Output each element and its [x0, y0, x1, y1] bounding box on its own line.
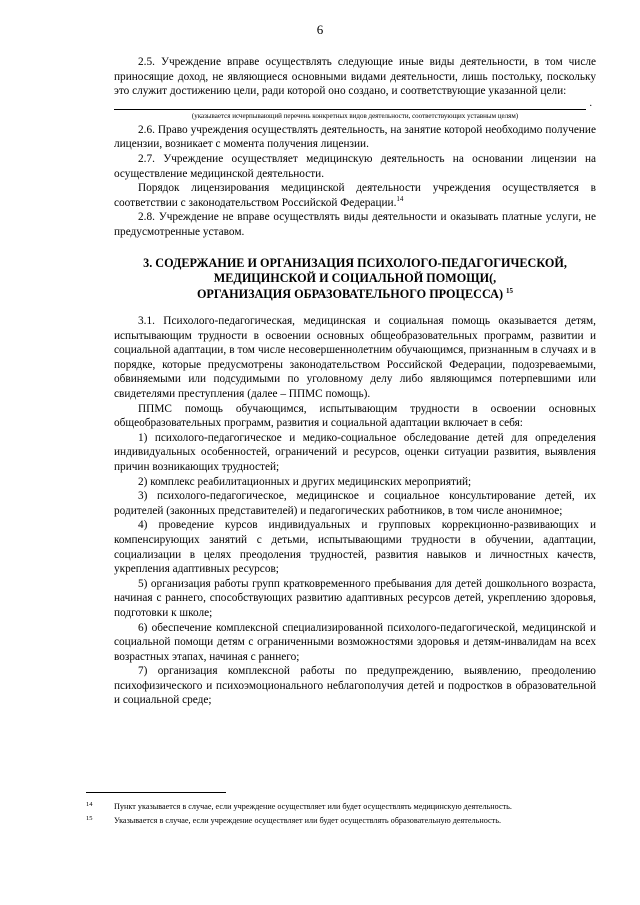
- list-item-4: 4) проведение курсов индивидуальных и групповых коррекционно-развивающих и компенсирующих занятий с детьми, испытывающими трудности в обучении, адаптации, социализации в целях преодоления трудностей, развития навыков и личностных качеств, укрепления адаптивных ресурсов;: [114, 519, 596, 576]
- paragraph-2-7: 2.7. Учреждение осуществляет медицинскую деятельность на основании лицензии на осуществление медицинской деятельности.: [114, 152, 596, 180]
- footnotes: [86, 792, 596, 829]
- fill-in-blank-line: [114, 97, 592, 110]
- list-item-6: 6) обеспечение комплексной специализированной психолого-педагогической, медицинской и социальной помощи детям с ограниченными возможностями здоровья и детям-инвалидам на всех возрастных этапах, начиная с раннего;: [114, 621, 596, 663]
- heading-line-1: 3. СОДЕРЖАНИЕ И ОРГАНИЗАЦИЯ ПСИХОЛОГО-ПЕДАГОГИЧЕСКОЙ,: [143, 255, 567, 270]
- footnote-ref-15: 15: [506, 286, 514, 295]
- page-number: 6: [316, 22, 324, 37]
- paragraph-licensing: [114, 181, 596, 210]
- blank-instruction-note: (указывается исчерпывающий перечень конкретных видов деятельности, соответствующих уставным целям): [191, 111, 519, 120]
- heading-line-2: МЕДИЦИНСКОЙ И СОЦИАЛЬНОЙ ПОМОЩИ(,: [213, 271, 497, 286]
- list-item-1: 1) психолого-педагогическое и медико-социальное обследование детей для определения индивидуальных особенностей, ограничений и ресурсов, оценки ситуации развития, выявления причин возникающих трудностей;: [114, 431, 596, 473]
- paragraph-2-5: 2.5. Учреждение вправе осуществлять следующие иные виды деятельности, в том числе приносящие доход, не являющиеся основными видами деятельности, лишь постольку, поскольку это служит достижению цели, ради которой оно создано, и соответствующие указанной цели:: [114, 56, 596, 98]
- section-3-heading: [114, 256, 596, 303]
- heading-line-3: [114, 287, 596, 303]
- footnote-14: [86, 801, 596, 812]
- document-body: [114, 55, 596, 708]
- list-item-2: 2) комплекс реабилитационных и других медицинских мероприятий;: [138, 475, 472, 488]
- footnote-15: [86, 815, 596, 826]
- licensing-text: Порядок лицензирования медицинской деятельности учреждения осуществляется в соответствии с законодательством Российской Федерации.: [114, 182, 596, 209]
- paragraph-ppms: ППМС помощь обучающимся, испытывающим трудности в освоении основных общеобразовательных программ, развития и социальной адаптации включает в себя:: [114, 402, 596, 430]
- footnote-14-text: Пункт указывается в случае, если учреждение осуществляет или будет осуществлять медицинскую деятельность.: [114, 802, 512, 811]
- blank-terminator: .: [589, 97, 592, 109]
- paragraph-3-1: 3.1. Психолого-педагогическая, медицинская и социальная помощь оказывается детям, испытывающим трудности в освоении основных общеобразовательных программ, развитии и социальной адаптации, в том числе несовершеннолетним обучающимся, признанным в случаях и в порядке, которые предусмотрены законодательством Российской Федерации, подозреваемыми, обвиняемыми или подсудимыми по уголовному делу либо являющимся потерпевшими или свидетелями преступления (далее – ППМС помощь).: [114, 315, 596, 400]
- heading-line-3-text: ОРГАНИЗАЦИЯ ОБРАЗОВАТЕЛЬНОГО ПРОЦЕССА): [196, 286, 503, 301]
- list-item-7: 7) организация комплексной работы по предупреждению, выявлению, преодолению психофизического и психоэмоционального неблагополучия детей и подростков в образовательной и социальной среде;: [114, 665, 596, 707]
- paragraph-2-6: 2.6. Право учреждения осуществлять деятельность, на занятие которой необходимо получение лицензии, возникает с момента получения лицензии.: [114, 123, 596, 151]
- footnote-separator: [86, 792, 226, 793]
- paragraph-2-8: 2.8. Учреждение не вправе осуществлять виды деятельности и оказывать платные услуги, не предусмотренные уставом.: [114, 211, 596, 238]
- footnote-ref-14: 14: [396, 194, 404, 203]
- list-item-3: 3) психолого-педагогическое, медицинское и социальное консультирование детей, их родителей (законных представителей) и педагогических работников, в том числе анонимное;: [114, 490, 596, 517]
- footnote-15-number: 15: [86, 815, 93, 822]
- footnote-14-number: 14: [86, 801, 93, 808]
- list-item-5: 5) организация работы групп кратковременного пребывания для детей дошкольного возраста, начиная с раннего, способствующих развитию адаптивных ресурсов детей, укреплению здоровья, подготовки к школе;: [114, 577, 596, 619]
- footnote-15-text: Указывается в случае, если учреждение осуществляет или будет осуществлять образовательную деятельность.: [114, 816, 502, 825]
